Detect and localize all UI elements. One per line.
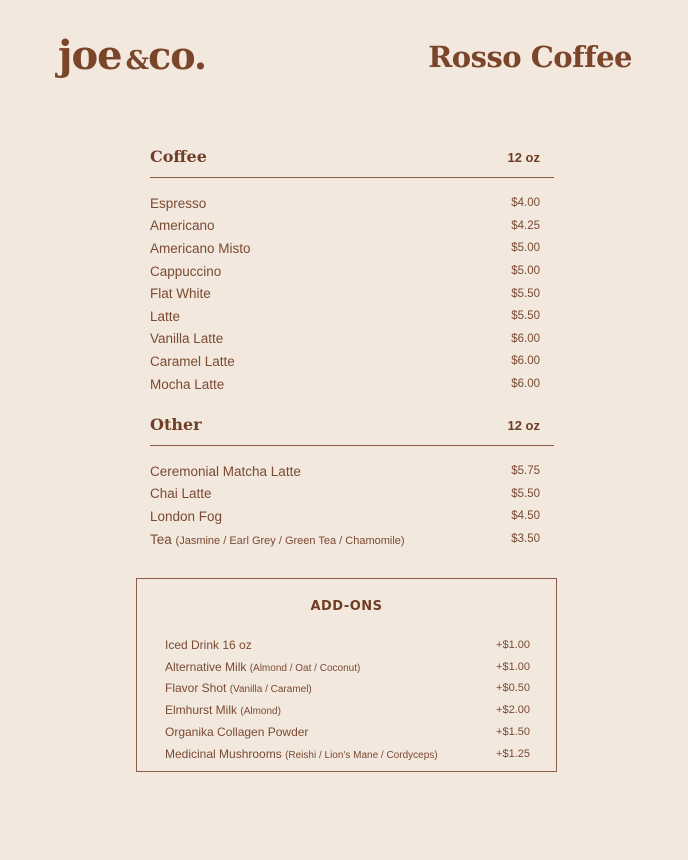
menu-item-label: [150, 377, 224, 392]
menu-item-price: $5.50: [511, 287, 540, 300]
menu-item-name: Mocha Latte: [150, 376, 225, 392]
menu-item-row: [150, 192, 540, 215]
menu-item-price: $3.50: [511, 533, 540, 546]
menu-item-price: +$1.50: [496, 726, 530, 739]
coffee-header: [150, 147, 554, 178]
menu-item-name: Flavor Shot: [165, 681, 227, 696]
coffee-section: [150, 147, 554, 395]
other-items: [150, 460, 554, 550]
brand-logo: [58, 32, 206, 79]
menu-item-row: [150, 237, 540, 260]
menu-item-name: Chai Latte: [150, 486, 212, 502]
menu-item-row: [165, 678, 530, 700]
menu-item-row: [150, 373, 540, 396]
menu-item-row: [165, 634, 530, 656]
menu-item-note: (Almond): [240, 706, 281, 718]
menu-item-row: [150, 328, 540, 351]
brand-logo-co: co.: [148, 33, 207, 78]
menu-item-price: $5.00: [511, 265, 540, 278]
menu-item-note: (Reishi / Lion's Mane / Cordyceps): [285, 749, 438, 761]
menu-item-label: [150, 331, 223, 346]
menu-item-label: [150, 486, 212, 501]
menu-item-name: Latte: [150, 308, 181, 324]
menu-item-row: [150, 505, 540, 528]
menu-item-label: [165, 638, 252, 652]
menu-item-price: +$1.00: [496, 638, 530, 651]
other-section: [150, 415, 554, 550]
menu-item-label: [150, 196, 206, 211]
menu-item-row: [150, 460, 540, 483]
menu-item-row: [165, 743, 530, 765]
other-size: 12 oz: [507, 418, 540, 433]
coffee-items: [150, 192, 554, 395]
menu-item-label: [150, 532, 405, 547]
menu-item-price: $5.00: [511, 242, 540, 255]
menu-item-note: (Almond / Oat / Coconut): [249, 662, 361, 674]
menu-item-name: Cappuccino: [150, 263, 222, 279]
addons-items: [165, 634, 556, 765]
menu-item-price: $4.00: [511, 197, 540, 210]
menu-item-name: Vanilla Latte: [150, 331, 224, 347]
menu-item-row: [150, 282, 540, 305]
menu-item-name: Elmhurst Milk: [165, 703, 238, 718]
menu-item-label: [150, 309, 180, 324]
menu-item-price: $6.00: [511, 378, 540, 391]
menu-item-name: Tea: [150, 531, 172, 547]
menu-item-row: [150, 483, 540, 506]
menu-item-note: (Jasmine / Earl Grey / Green Tea / Chamomile): [175, 534, 405, 547]
coffee-size: 12 oz: [507, 150, 540, 165]
menu-item-label: [150, 509, 222, 524]
menu-item-price: $5.75: [511, 465, 540, 478]
menu-item-label: [150, 286, 211, 301]
brand-logo-main: joe: [58, 32, 122, 79]
menu-item-label: [165, 681, 312, 695]
menu-item-price: $5.50: [511, 310, 540, 323]
menu-item-note: (Vanilla / Caramel): [229, 684, 312, 696]
menu-item-name: Ceremonial Matcha Latte: [150, 463, 301, 479]
menu-item-name: Espresso: [150, 195, 207, 211]
menu-item-label: [165, 703, 281, 717]
menu-item-name: Flat White: [150, 286, 211, 302]
menu-item-name: Caramel Latte: [150, 353, 235, 369]
menu-item-price: $6.00: [511, 332, 540, 345]
menu-item-name: Iced Drink 16 oz: [165, 637, 252, 652]
addons-title: ADD-ONS: [310, 599, 383, 614]
addons-box: [136, 578, 557, 772]
menu-item-name: Alternative Milk: [165, 659, 247, 674]
menu-item-price: +$1.25: [496, 747, 530, 760]
menu-item-row: [150, 350, 540, 373]
menu-item-name: Organika Collagen Powder: [165, 725, 309, 740]
menu-item-label: [150, 464, 301, 479]
other-header: [150, 415, 554, 446]
coffee-title: Coffee: [150, 147, 207, 166]
menu-item-label: [150, 264, 221, 279]
menu-item-label: [150, 354, 235, 369]
menu-item-price: +$0.50: [496, 682, 530, 695]
menu-item-label: [165, 660, 360, 674]
menu-item-label: [150, 241, 251, 256]
menu-item-row: [165, 721, 530, 743]
menu-item-price: $4.25: [511, 219, 540, 232]
menu-item-row: [165, 699, 530, 721]
menu-item-name: Americano: [150, 218, 215, 234]
menu-item-row: [150, 215, 540, 238]
menu-item-label: [165, 747, 438, 761]
menu-item-label: [150, 218, 215, 233]
menu-item-name: Medicinal Mushrooms: [165, 746, 282, 761]
shop-name: Rosso Coffee: [428, 40, 632, 74]
menu-item-price: $4.50: [511, 510, 540, 523]
menu-item-name: London Fog: [150, 508, 223, 524]
menu-item-row: [150, 305, 540, 328]
menu-item-price: $6.00: [511, 355, 540, 368]
menu-item-row: [150, 528, 540, 551]
menu-item-name: Americano Misto: [150, 240, 251, 256]
other-title: Other: [150, 415, 202, 434]
menu-item-row: [165, 656, 530, 678]
menu-item-price: +$1.00: [496, 660, 530, 673]
brand-logo-amp: &: [125, 46, 149, 76]
menu-item-price: +$2.00: [496, 704, 530, 717]
menu-item-price: $5.50: [511, 487, 540, 500]
menu-item-label: [165, 725, 308, 739]
menu-item-row: [150, 260, 540, 283]
